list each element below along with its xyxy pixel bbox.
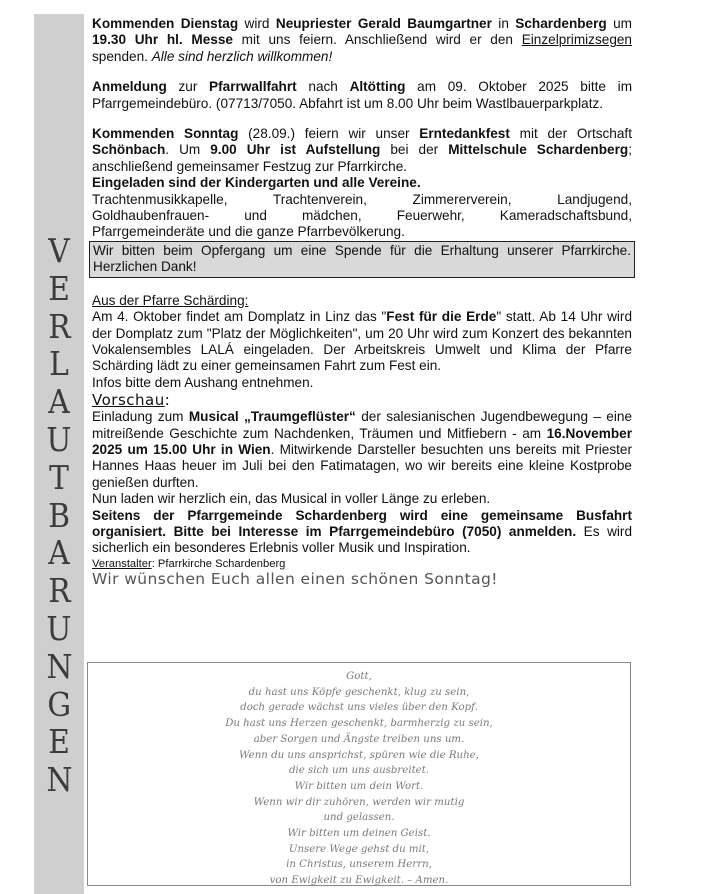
prayer-line: Gott, [346,671,372,682]
vertical-title-letter: U [46,608,72,648]
text: mit der Ortschaft [509,126,632,142]
vertical-title-letter: E [48,722,70,762]
text-bold: Seitens der Pfarrgemeinde Schardenberg wird eine gemeinsame Busfahrt organisiert. Bitte bei Interesse im Pfarrgemeindebüro (7050) anmelden. [92,507,632,539]
donation-box [89,241,635,278]
text-bold: Musical „Traumgeflüster“ [188,409,356,425]
text-underlined: Einzelprimizsegen [521,32,632,48]
schaerding-paragraph [92,309,632,375]
vertical-title-letter: L [49,344,69,384]
text: zur [166,79,210,95]
vertical-title-letter: V [48,231,70,270]
text-bold: Anmeldung [92,79,167,95]
prayer-line: von Ewigkeit zu Ewigkeit. – Amen. [269,875,449,887]
erntedank-paragraph [92,126,632,175]
text: mit uns feiern. Anschließend wird er den [232,32,522,48]
dienstag-paragraph [92,16,632,65]
vorschau-paragraph [92,409,632,491]
schaerding-info: Infos bitte dem Aushang entnehmen. [92,374,314,390]
vertical-title-letter: T [49,457,69,497]
sidebar-band [34,14,84,894]
text-bold: Pfarrwallfahrt [209,79,297,95]
vertical-title-letter: A [48,533,70,573]
donation-text: Wir bitten beim Opfergang um eine Spende für die Erhaltung unserer Pfarrkirche. Herzlichen Dank! [93,242,631,275]
prayer-text [88,669,630,889]
prayer-line: in Christus, unserem Herrn, [286,859,432,871]
text-bold: Kommenden Sonntag [92,126,239,142]
text-bold: Neupriester Gerald Baumgartner [275,16,492,31]
prayer-line: aber Sorgen und Ängste treiben uns um. [253,733,465,745]
prayer-box [87,662,631,886]
invited-line [92,175,632,191]
vertical-title-letter: E [48,268,70,308]
busfahrt-paragraph [92,508,632,557]
vertical-title-letter: U [46,419,72,459]
vertical-title-letter: R [47,306,71,346]
prayer-line: Wir bitten um dein Wort. [294,780,424,792]
vertical-title [34,232,84,799]
text-bold: 9.00 Uhr ist Aufstellung [210,142,381,158]
text: : [164,391,171,410]
text: . Um [165,142,211,158]
vorschau-invite-line: Nun laden wir herzlich ein, das Musical in voller Länge zu erleben. [92,491,491,507]
prayer-line: Wenn du uns ansprichst, spüren wie die Ruhe, [239,749,479,761]
text: der salesianischen Jugendbewegung – eine mitreißende Geschichte zum Nachdenken, Träumen und Mitfiebern - am [92,409,632,441]
vorschau-heading-text: Vorschau [92,391,165,410]
text: ; anschließend gemeinsamer Festzug zur Pfarrkirche. [92,142,632,174]
text: " statt. Ab 14 Uhr wird der Domplatz zum "Platz der Möglichkeiten", um 20 Uhr wird zum Konzert des bekannten Vokalensembles LALÁ eingeladen. Der Arbeitskreis Umwelt und Klima der Pfarre Schärding lädt zu einer gemeinsamen Fahrt zum Fest ein. [92,309,633,374]
vertical-title-letter: N [46,760,72,800]
text: am 09. Oktober 2025 bitte im Pfarrgemeindebüro. (07713/7050. Abfahrt ist um 8.00 Uhr beim Wastlbauerparkplatz. [92,79,633,111]
text-bold: Schardenberg [515,16,607,31]
prayer-line: Unsere Wege gehst du mit, [288,843,430,855]
groups-line: Pfarrgemeinderäte und die ganze Pfarrbevölkerung. [92,224,405,240]
text-bold: Erntedankfest [419,126,510,142]
text: in [491,16,516,31]
text-bold: Fest für die Erde [386,309,497,325]
prayer-line: du hast uns Köpfe geschenkt, klug zu sein, [248,686,470,698]
organizer-line [92,557,632,571]
text: um [606,16,632,31]
text: Am 4. Oktober findet am Domplatz in Linz das " [92,309,387,325]
prayer-line: doch gerade wächst uns vieles über den Kopf. [240,702,478,714]
prayer-line: Wir bitten um deinen Geist. [287,828,431,840]
text: spenden. [92,48,152,64]
text-bold: Schönbach [92,142,166,158]
text: nach [296,79,350,95]
vertical-title-letter: R [47,571,71,611]
text-bold: Mittelschule Schardenberg [448,142,629,158]
announcements-content [92,16,632,587]
prayer-line: Du hast uns Herzen geschenkt, barmherzig zu sein, [225,718,493,730]
prayer-line: Wenn wir dir zuhören, werden wir mutig [253,796,465,808]
text: Es wird sicherlich ein besonderes Erlebnis voller Musik und Inspiration. [92,523,633,556]
text-bold: 16.November 2025 um 15.00 Uhr in Wien [92,425,632,457]
vertical-title-letter: B [48,495,70,535]
groups-line: Trachtenmusikkapelle, Trachtenverein, Zimmererverein, Landjugend, [92,191,632,207]
organizer-label: Veranstalter [92,557,152,570]
text-bold: Kommenden Dienstag [92,16,239,31]
text: . Mitwirkende Darsteller besuchten uns bereits mit Priester Hannes Haas heuer im Juli bei den Fatimatagen, wo wir bereits eine kleine Kostprobe genießen durften. [92,441,632,490]
text-bold: Altötting [349,79,406,95]
prayer-line: und gelassen. [323,812,395,824]
vorschau-heading [92,391,632,409]
text: bei der [380,142,449,158]
groups-line: Goldhaubenfrauen- und mädchen, Feuerwehr, Kameradschaftsbund, [92,208,632,224]
prayer-line: die sich um uns ausbreitet. [288,765,430,777]
vertical-title-letter: N [46,646,72,686]
text-bold: Eingeladen sind der Kindergarten und alle Vereine. [92,175,421,191]
vertical-title-letter: A [48,382,70,422]
text: Einladung zum [92,409,189,425]
text-italic: Alle sind herzlich willkommen! [151,48,333,64]
schaerding-heading: Aus der Pfarre Schärding: [92,292,249,308]
wallfahrt-paragraph [92,79,632,112]
sunday-wish: Wir wünschen Euch allen einen schönen Sonntag! [92,569,498,588]
text-bold: 19.30 Uhr hl. Messe [92,32,233,48]
text: (28.09.) feiern wir unser [238,126,420,142]
text: wird [238,16,276,31]
organizer-value: : Pfarrkirche Schardenberg [151,557,286,570]
vertical-title-letter: G [47,684,71,724]
